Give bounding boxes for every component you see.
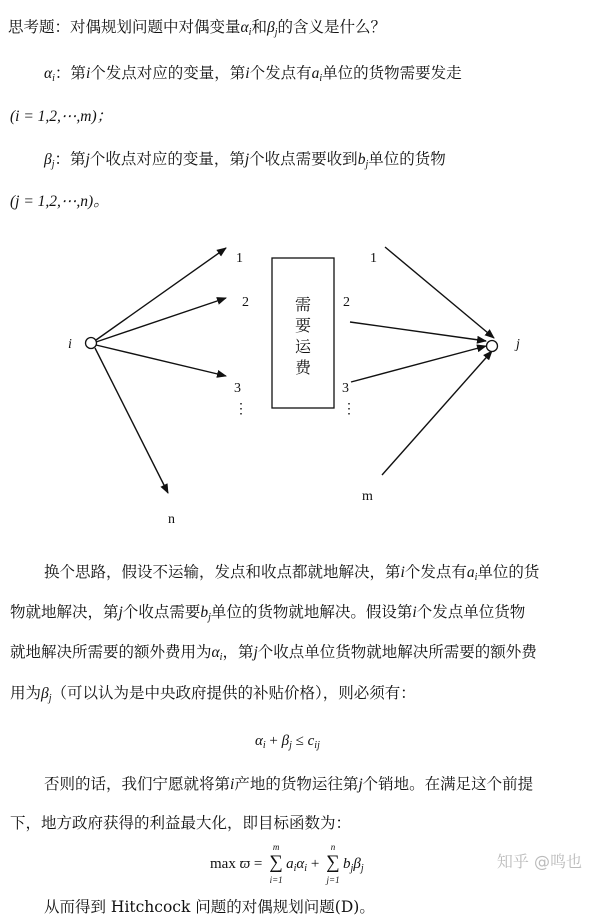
question-prefix: 思考题：对偶规划问题中对偶变量 bbox=[8, 18, 241, 36]
left-target-1: 1 bbox=[236, 251, 243, 266]
left-node-circle bbox=[86, 338, 97, 349]
arrow-from-1 bbox=[385, 247, 494, 338]
right-source-2: 2 bbox=[343, 295, 350, 310]
alpha-i-symbol: $\alpha_i$ bbox=[240, 19, 252, 38]
paragraph2-line1: 否则的话，我们宁愿就将第i产地的货物运往第j个销地。在满足这个前提 bbox=[44, 775, 534, 793]
question-line bbox=[8, 18, 386, 39]
arrow-to-1 bbox=[96, 248, 226, 340]
left-target-3: 3 bbox=[234, 381, 241, 396]
arrow-from-3 bbox=[351, 346, 486, 382]
right-source-dots: ⋮ bbox=[342, 402, 356, 417]
zhihu-watermark: 知乎 @鸣也 bbox=[496, 852, 582, 871]
right-node-label: j bbox=[516, 337, 520, 352]
alpha-definition: $\alpha_i$：第i个发点对应的变量，第i个发点有$a_i$单位的货物需要发走 bbox=[44, 64, 462, 84]
constraint-inequality: $\alpha_i + \beta_j \le c_{ij}$ bbox=[255, 733, 320, 751]
question-and: 和 bbox=[251, 18, 267, 36]
arrow-from-2 bbox=[350, 322, 486, 341]
beta-range: (j = 1,2,⋯,n)。 bbox=[10, 193, 109, 210]
question-suffix: 的含义是什么？ bbox=[277, 18, 386, 36]
beta-definition: $\beta_j$：第j个收点对应的变量，第j个收点需要收到$b_j$单位的货物 bbox=[44, 150, 446, 170]
right-source-1: 1 bbox=[370, 251, 377, 266]
conclusion-line: 从而得到 Hitchcock 问题的对偶规划问题(D)。 bbox=[44, 898, 375, 916]
arrow-to-3 bbox=[96, 345, 226, 376]
left-target-n: n bbox=[168, 512, 175, 527]
left-node-label: i bbox=[68, 337, 72, 352]
paragraph2-line2: 下，地方政府获得的利益最大化，即目标函数为： bbox=[10, 814, 352, 832]
arrow-to-2 bbox=[96, 298, 226, 342]
cost-box-label: 需 要 运 费 bbox=[294, 295, 311, 377]
paragraph1-line4: 用为$\beta_j$（可以认为是中央政府提供的补贴价格），则必须有： bbox=[10, 684, 416, 704]
transport-diagram bbox=[0, 230, 600, 530]
alpha-label: $\alpha_i$ bbox=[44, 65, 55, 84]
objective-function: max ϖ = m ∑ i=1 $a_i\alpha_i$ + n ∑ j=1 $b_j\beta_j$ bbox=[210, 842, 364, 885]
beta-j-symbol: $\beta_j$ bbox=[266, 19, 278, 38]
paragraph1-line1: 换个思路，假设不运输，发点和收点都就地解决，第i个发点有$a_i$单位的货 bbox=[44, 563, 540, 583]
beta-label: $\beta_j$ bbox=[44, 151, 55, 170]
paragraph1-line2: 物就地解决，第j个收点需要$b_j$单位的货物就地解决。假设第i个发点单位货物 bbox=[10, 603, 526, 623]
left-target-2: 2 bbox=[242, 295, 249, 310]
arrow-to-n bbox=[95, 348, 168, 493]
paragraph1-line3: 就地解决所需要的额外费用为$\alpha_i$，第j个收点单位货物就地解决所需要的额外费 bbox=[10, 643, 537, 663]
right-node-circle bbox=[487, 341, 498, 352]
left-target-dots: ⋮ bbox=[234, 402, 248, 417]
right-source-3: 3 bbox=[342, 381, 349, 396]
alpha-range: (i = 1,2,⋯,m)； bbox=[10, 108, 113, 125]
right-source-m: m bbox=[362, 489, 373, 504]
